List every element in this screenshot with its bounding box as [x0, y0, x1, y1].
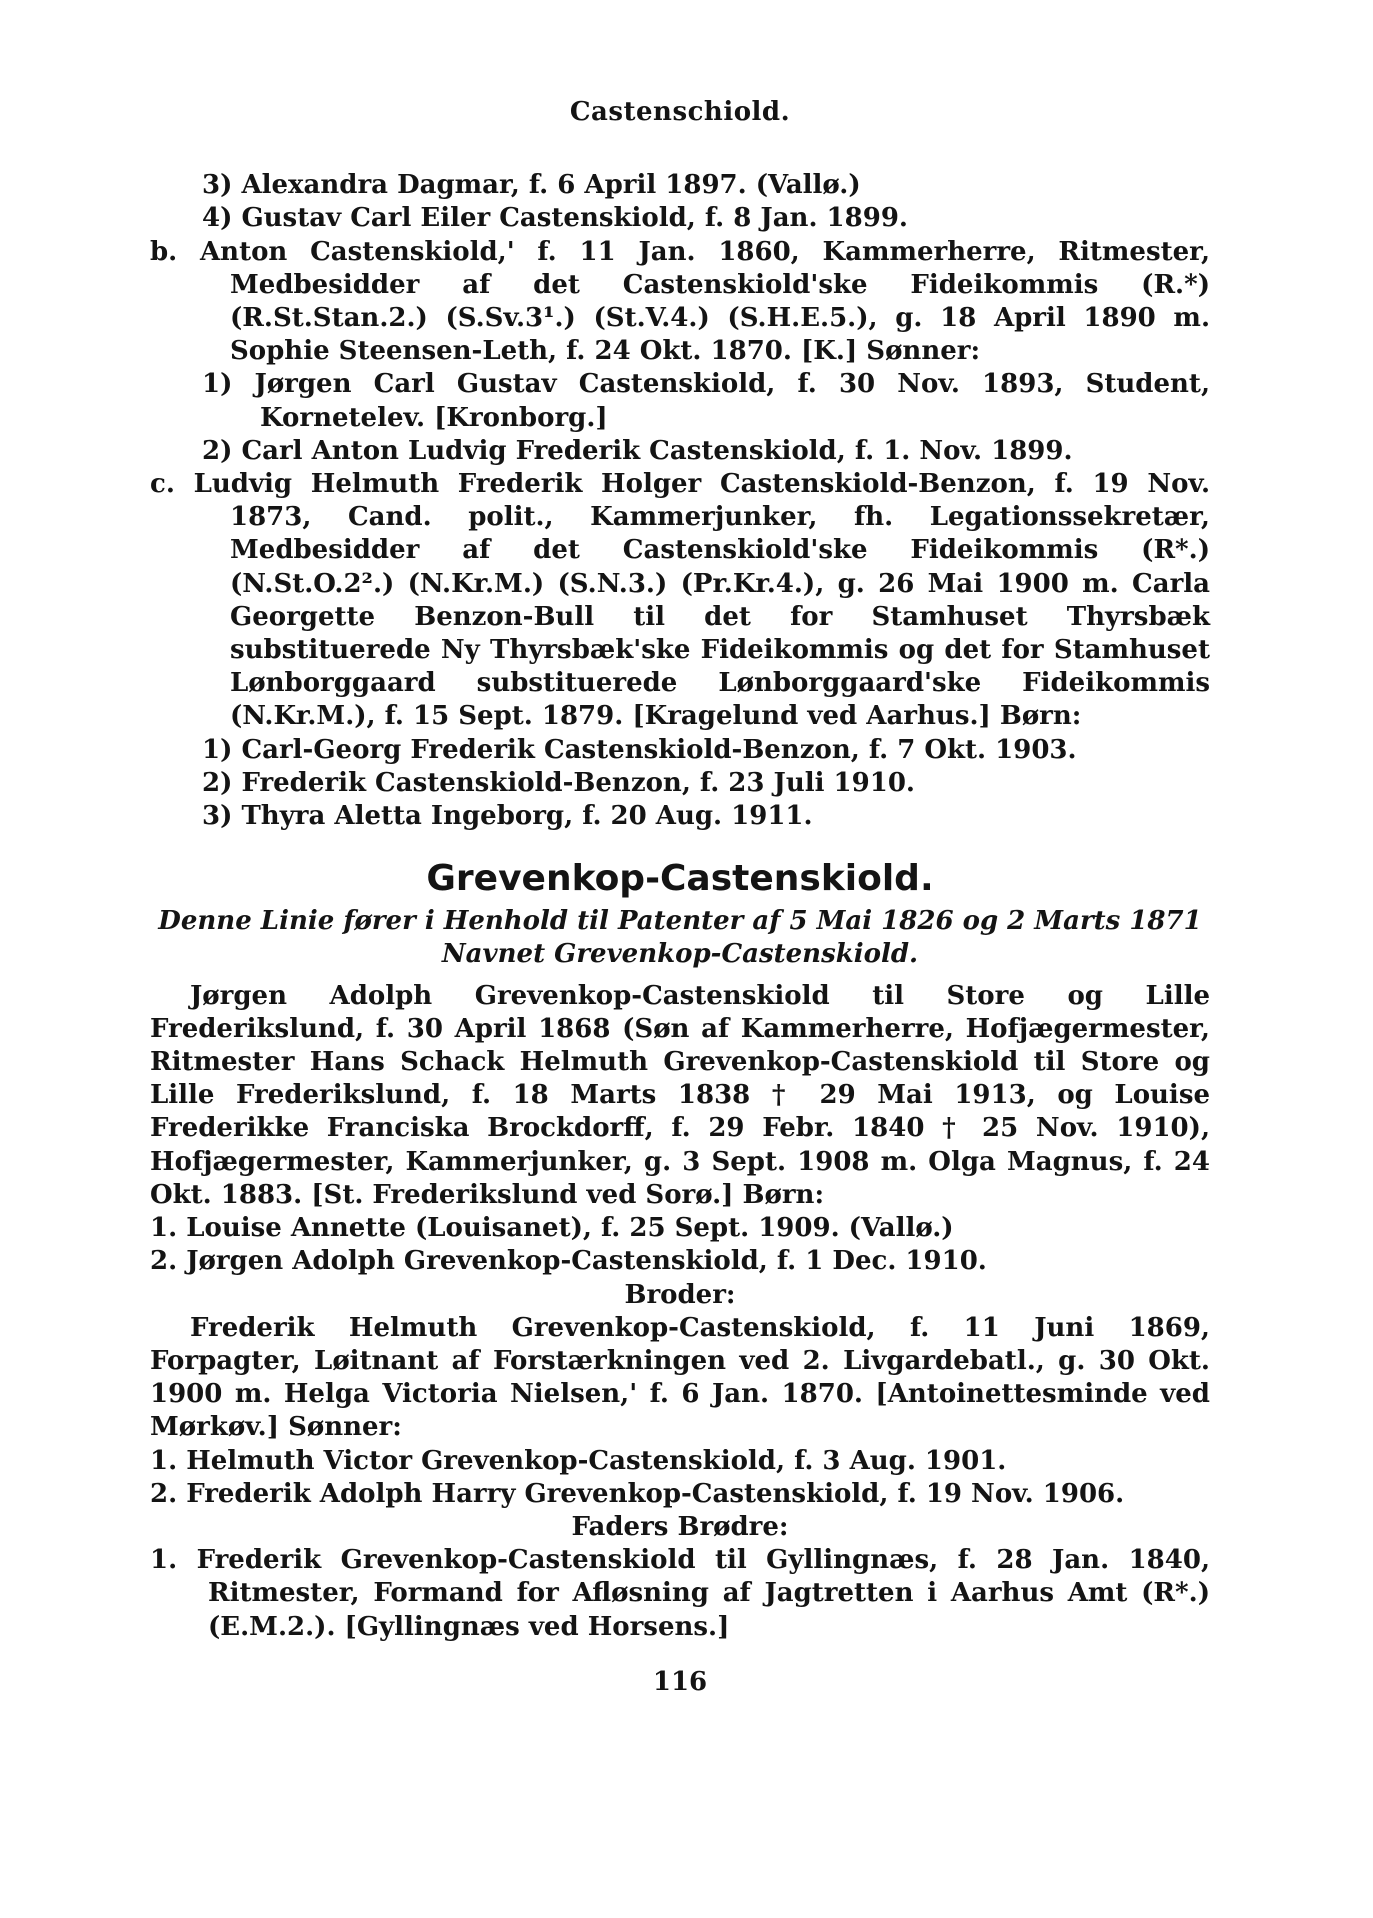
- child-louise: 1. Louise Annette (Louisanet), f. 25 Sept. 1909. (Vallø.): [150, 1213, 954, 1244]
- entry-anton: b. Anton Castenskiold,' f. 11 Jan. 1860, Kammerherre, Ritmester, Medbesidder af det Castenskiold'ske Fideikommis (R.*) (R.St.Stan.2.) (S.Sv.3¹.) (St.V.4.) (S.H.E.5.), g. 18 April 1890 m. Sophie Steensen-Leth, f. 24 Okt. 1870. [K.] Sønner:: [150, 236, 1210, 367]
- document-page: [150, 96, 1210, 1699]
- section-title: Grevenkop-Castenskiold.: [426, 858, 934, 900]
- paragraph-jorgen-adolph: Jørgen Adolph Grevenkop-Castenskiold til Store og Lille Frederikslund, f. 30 April 1868 (Søn af Kammerherre, Hofjægermester, Ritmester Hans Schack Helmuth Grevenkop-Castenskiold til Store og Lille Frederikslund, f. 18 Marts 1838 † 29 Mai 1913, og Louise Frederikke Franciska Brockdorff, f. 29 Febr. 1840 † 25 Nov. 1910), Hofjægermester, Kammerjunker, g. 3 Sept. 1908 m. Olga Magnus, f. 24 Okt. 1883. [St. Frederikslund ved Sorø.] Børn:: [150, 980, 1210, 1210]
- entry-frederik: 2) Frederik Castenskiold-Benzon, f. 23 Juli 1910.: [202, 767, 915, 798]
- entry-thyra: 3) Thyra Aletta Ingeborg, f. 20 Aug. 1911.: [202, 801, 813, 832]
- entry-jorgen-carl: 1) Jørgen Carl Gustav Castenskiold, f. 30 Nov. 1893, Student, Kornetelev. [Kronborg.]: [202, 369, 1210, 433]
- son-frederik: 2. Frederik Adolph Harry Grevenkop-Castenskiold, f. 19 Nov. 1906.: [150, 1478, 1125, 1509]
- child-jorgen: 2. Jørgen Adolph Grevenkop-Castenskiold, f. 1 Dec. 1910.: [150, 1246, 987, 1277]
- entry-ludvig: c. Ludvig Helmuth Frederik Holger Castenskiold-Benzon, f. 19 Nov. 1873, Cand. polit., Kammerjunker, fh. Legationssekretær, Medbesidder af det Castenskiold'ske Fideikommis (R*.) (N.St.O.2².) (N.Kr.M.) (S.N.3.) (Pr.Kr.4.), g. 26 Mai 1900 m. Carla Georgette Benzon-Bull til det for Stamhuset Thyrsbæk substituerede Ny Thyrsbæk'ske Fideikommis og det for Stamhuset Lønborggaard substituerede Lønborggaard'ske Fideikommis (N.Kr.M.), f. 15 Sept. 1879. [Kragelund ved Aarhus.] Børn:: [150, 469, 1210, 732]
- heading-broder: Broder:: [624, 1279, 736, 1310]
- entry-carl-anton: 2) Carl Anton Ludvig Frederik Castenskiold, f. 1. Nov. 1899.: [202, 435, 1073, 466]
- entry-alexandra: 3) Alexandra Dagmar, f. 6 April 1897. (Vallø.): [202, 170, 861, 201]
- uncle-frederik: 1. Frederik Grevenkop-Castenskiold til Gyllingnæs, f. 28 Jan. 1840, Ritmester, Formand for Afløsning af Jagtretten i Aarhus Amt (R*.) (E.M.2.). [Gyllingnæs ved Horsens.]: [150, 1545, 1210, 1642]
- page-number: 116: [652, 1666, 708, 1697]
- section-note: Denne Linie fører i Henhold til Patenter af 5 Mai 1826 og 2 Marts 1871 Navnet Grevenkop-Castenskiold.: [158, 906, 1202, 970]
- entry-carl-georg: 1) Carl-Georg Frederik Castenskiold-Benzon, f. 7 Okt. 1903.: [202, 734, 1077, 765]
- son-helmuth: 1. Helmuth Victor Grevenkop-Castenskiold, f. 3 Aug. 1901.: [150, 1445, 1007, 1476]
- running-head: Castenschiold.: [569, 97, 791, 127]
- paragraph-frederik-helmuth: Frederik Helmuth Grevenkop-Castenskiold, f. 11 Juni 1869, Forpagter, Løitnant af Forstærkningen ved 2. Livgardebatl., g. 30 Okt. 1900 m. Helga Victoria Nielsen,' f. 6 Jan. 1870. [Antoinettesminde ved Mørkøv.] Sønner:: [150, 1312, 1210, 1443]
- entry-gustav: 4) Gustav Carl Eiler Castenskiold, f. 8 Jan. 1899.: [202, 203, 908, 234]
- heading-faders-brodre: Faders Brødre:: [571, 1511, 789, 1542]
